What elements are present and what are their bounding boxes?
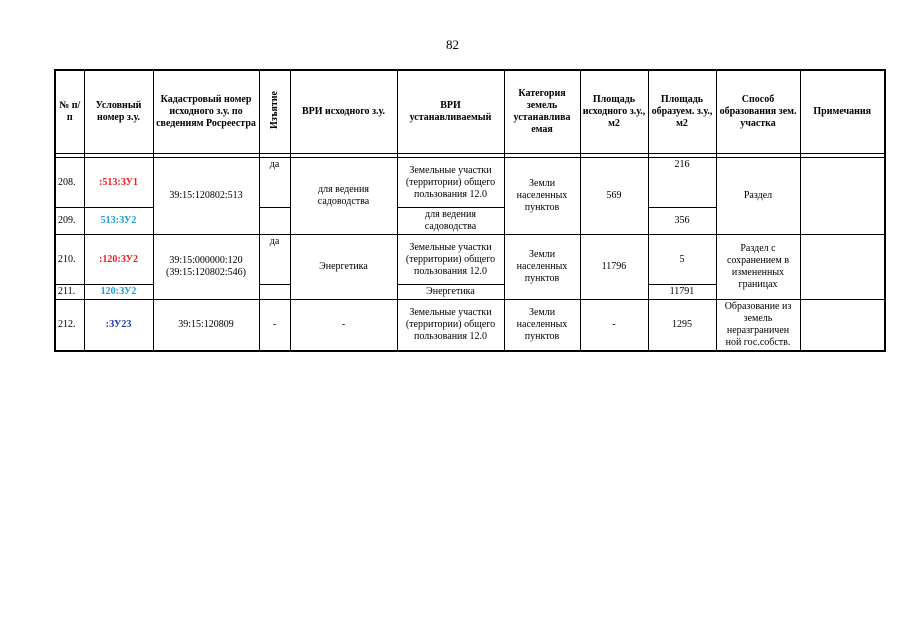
area-new: 11791 — [648, 285, 716, 300]
header-row — [55, 70, 885, 154]
row-number: 209. — [55, 208, 84, 235]
header-num: № п/п — [55, 70, 84, 154]
header-notes: Примечания — [800, 70, 885, 154]
vri-set: Земельные участки (территории) общего пользования 12.0 — [397, 300, 504, 352]
header-area-source: Площадь исходного з.у., м2 — [580, 70, 648, 154]
header-land-category: Категория земель устанавлива емая — [504, 70, 580, 154]
formation-method: Раздел — [716, 158, 800, 235]
vri-source: - — [290, 300, 397, 352]
seizure: - — [259, 300, 290, 352]
formation-method: Образование из земель неразграничен ной гос.собств. — [716, 300, 800, 352]
land-category: Земли населенных пунктов — [504, 235, 580, 300]
area-source: 11796 — [580, 235, 648, 300]
conditional-number: :120:ЗУ2 — [84, 235, 153, 285]
header-seizure-label: Изъятие — [268, 91, 280, 129]
table-row — [55, 158, 885, 208]
area-new: 216 — [648, 158, 716, 208]
cadastral-number: 39:15:000000:120 (39:15:120802:546) — [153, 235, 259, 300]
cadastral-number: 39:15:120802:513 — [153, 158, 259, 235]
row-number: 208. — [55, 158, 84, 208]
notes — [800, 158, 885, 235]
header-formation-method: Способ образования зем. участка — [716, 70, 800, 154]
conditional-number: :ЗУ23 — [84, 300, 153, 352]
conditional-number: 120:ЗУ2 — [84, 285, 153, 300]
vri-set: Земельные участки (территории) общего пользования 12.0 — [397, 158, 504, 208]
header-vri-source: ВРИ исходного з.у. — [290, 70, 397, 154]
seizure — [259, 285, 290, 300]
header-cadastral-number: Кадастровый номер исходного з.у. по сведениям Росреестра — [153, 70, 259, 154]
notes — [800, 235, 885, 300]
area-new: 356 — [648, 208, 716, 235]
page-number: 82 — [446, 37, 459, 52]
conditional-number: 513:ЗУ2 — [84, 208, 153, 235]
area-new: 5 — [648, 235, 716, 285]
area-source: - — [580, 300, 648, 352]
vri-set: для ведения садоводства — [397, 208, 504, 235]
vri-source: для ведения садоводства — [290, 158, 397, 235]
row-number: 210. — [55, 235, 84, 285]
vri-set: Земельные участки (территории) общего пользования 12.0 — [397, 235, 504, 285]
land-plots-table — [54, 69, 886, 352]
land-category: Земли населенных пунктов — [504, 300, 580, 352]
header-seizure — [259, 70, 290, 154]
area-source: 569 — [580, 158, 648, 235]
seizure: да — [259, 158, 290, 208]
table-row — [55, 300, 885, 352]
area-new: 1295 — [648, 300, 716, 352]
vri-set: Энергетика — [397, 285, 504, 300]
header-conditional-number: Условный номер з.у. — [84, 70, 153, 154]
notes — [800, 300, 885, 352]
land-category: Земли населенных пунктов — [504, 158, 580, 235]
cadastral-number: 39:15:120809 — [153, 300, 259, 352]
formation-method: Раздел с сохранением в измененных границах — [716, 235, 800, 300]
seizure: да — [259, 235, 290, 285]
table-row — [55, 235, 885, 285]
row-number: 211. — [55, 285, 84, 300]
row-number: 212. — [55, 300, 84, 352]
seizure — [259, 208, 290, 235]
conditional-number: :513:ЗУ1 — [84, 158, 153, 208]
vri-source: Энергетика — [290, 235, 397, 300]
header-vri-set: ВРИ устанавливаемый — [397, 70, 504, 154]
header-area-new: Площадь образуем. з.у., м2 — [648, 70, 716, 154]
